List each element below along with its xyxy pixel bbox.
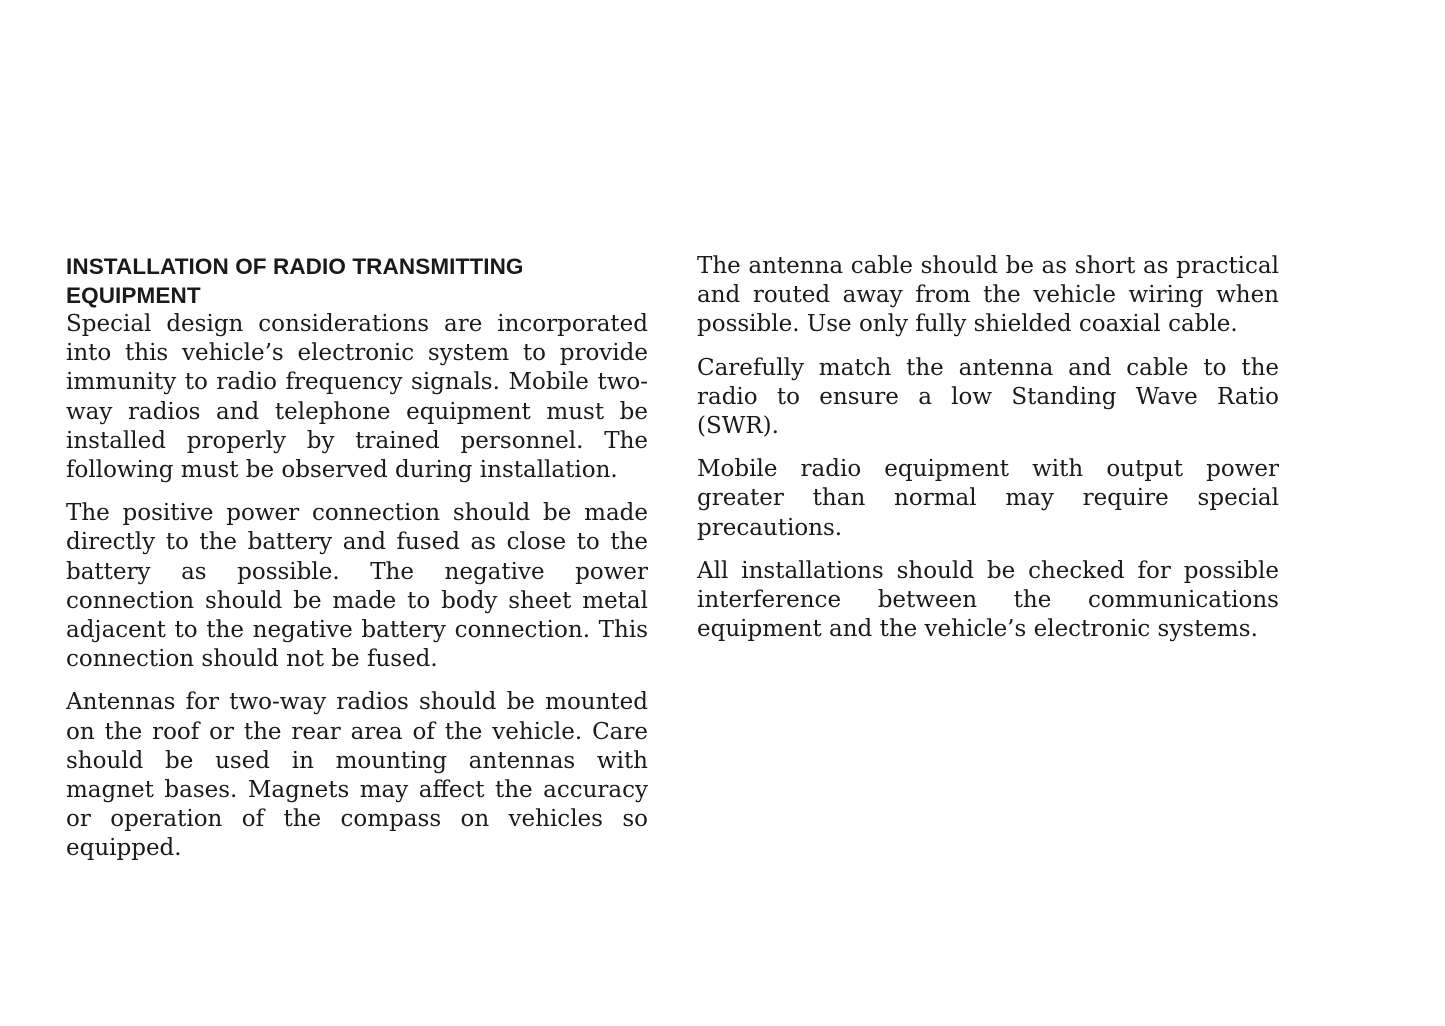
paragraph-power-connection: The positive power connection should be made directly to the battery and fused as close to the battery as possible. The negative power connection should be made to body sheet metal adjacent to the negative battery connection. This connection should not be fused. [66,500,648,673]
paragraph-swr-matching: Carefully match the antenna and cable to the radio to ensure a low Standing Wave Ratio (SWR). [697,354,1279,440]
left-column [66,252,648,878]
paragraph-design-considerations: Special design considerations are incorporated into this vehicle’s electronic system to provide immunity to radio frequency signals. Mobile two-way radios and telephone equipment must be installed properly by trained personnel. The following must be observed during installation. [66,311,648,484]
right-column [697,252,1279,658]
paragraph-antenna-cable: The antenna cable should be as short as practical and routed away from the vehicle wiring when possible. Use only fully shielded coaxial cable. [697,253,1279,338]
section-heading [66,252,648,310]
paragraph-interference-check: All installations should be checked for possible interference between the communications equipment and the vehicle’s electronic systems. [697,557,1279,643]
paragraph-antenna-mounting: Antennas for two-way radios should be mounted on the roof or the rear area of the vehicle. Care should be used in mounting antennas with magnet bases. Magnets may affect the accuracy or operation of the compass on vehicles so equipped. [66,689,648,862]
paragraph-output-power: Mobile radio equipment with output power greater than normal may require special precautions. [697,456,1279,541]
section-heading-line-2: EQUIPMENT [66,283,201,308]
section-heading-line-1: INSTALLATION OF RADIO TRANSMITTING [66,254,524,279]
